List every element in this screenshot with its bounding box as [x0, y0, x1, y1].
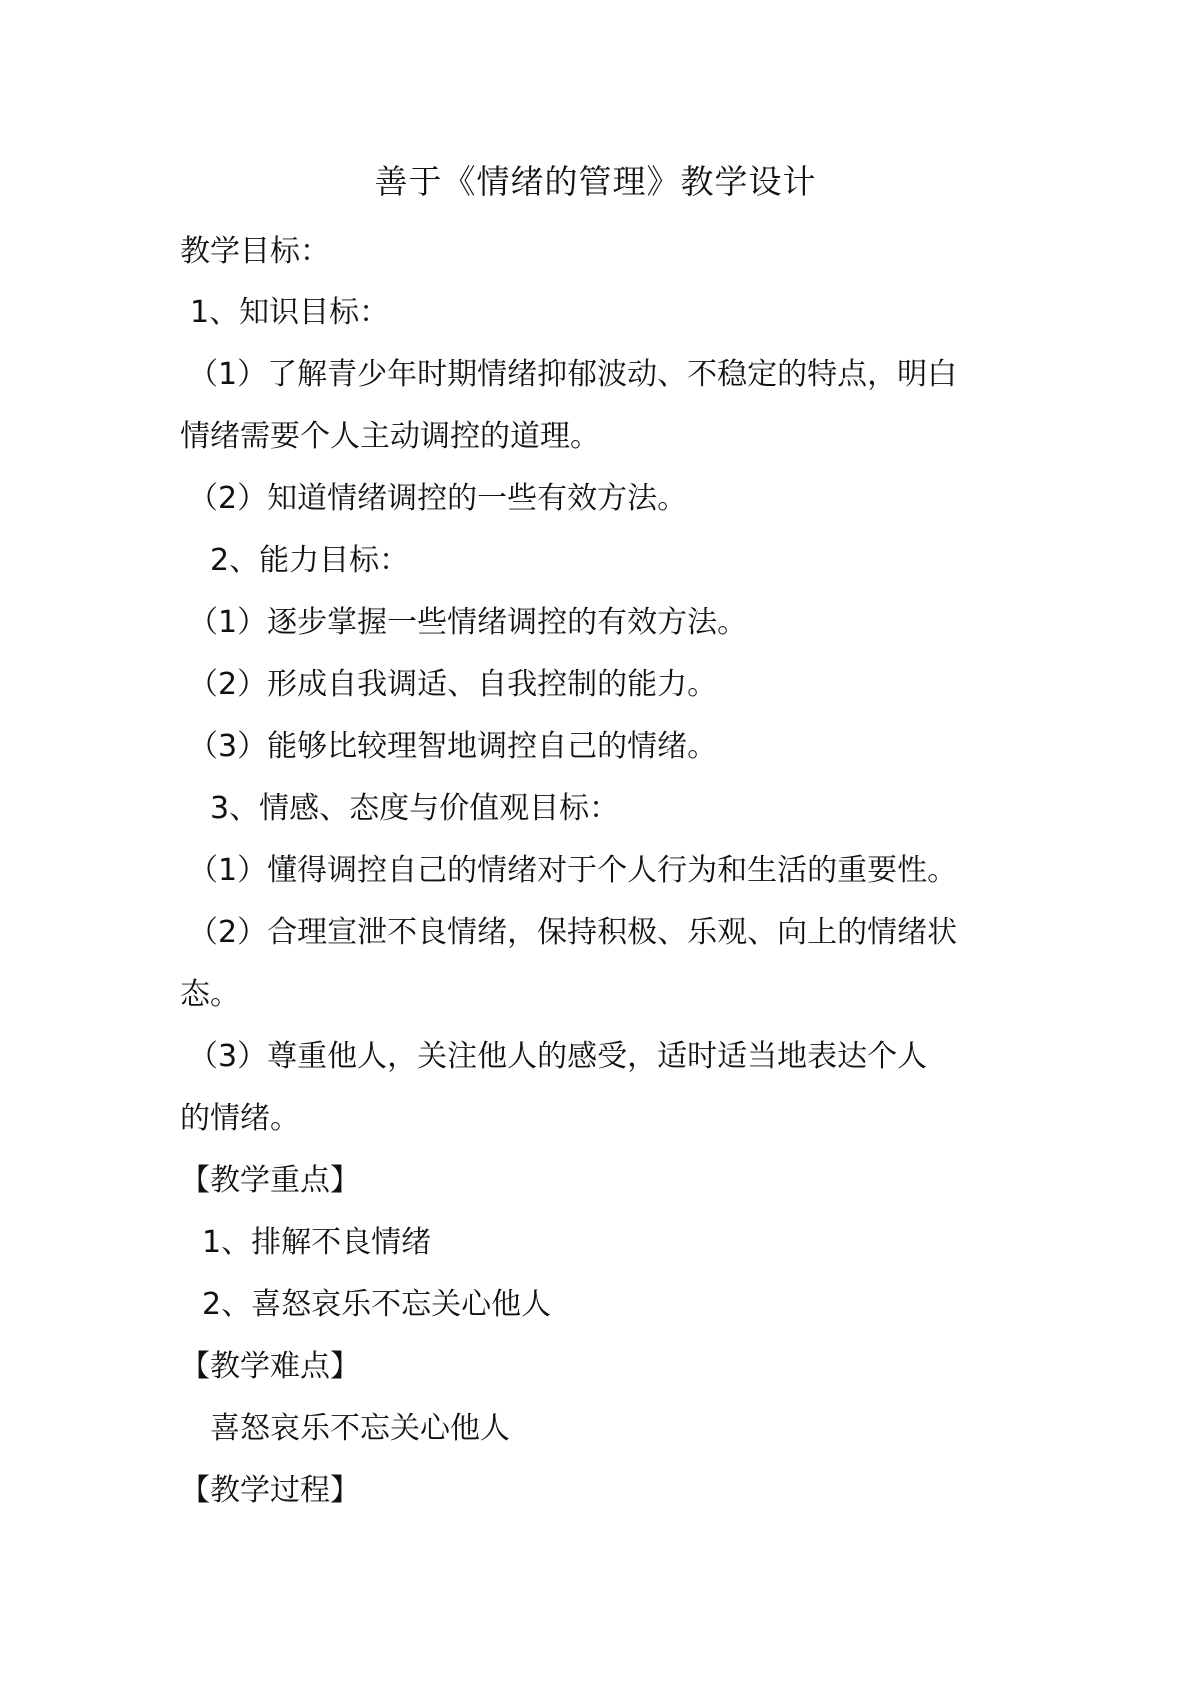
emotion-item-3-line-2: 的情绪。 [180, 1101, 300, 1136]
difficulty-heading: 【教学难点】 [180, 1349, 360, 1384]
document-title: 善于《情绪的管理》教学设计 [374, 162, 817, 201]
ability-item-2: （2）形成自我调适、自我控制的能力。 [188, 667, 718, 702]
difficulty-item-1: 喜怒哀乐不忘关心他人 [210, 1411, 510, 1446]
objectives-heading: 教学目标： [180, 234, 330, 269]
ability-item-3: （3）能够比较理智地调控自己的情绪。 [188, 729, 718, 764]
key-point-2: 2、喜怒哀乐不忘关心他人 [202, 1287, 552, 1322]
emotion-objectives-heading: 3、情感、态度与价值观目标： [210, 791, 620, 826]
emotion-item-2-line-2: 态。 [180, 977, 240, 1012]
knowledge-item-2: （2）知道情绪调控的一些有效方法。 [188, 481, 688, 516]
knowledge-item-1-line-1: （1）了解青少年时期情绪抑郁波动、不稳定的特点，明白 [188, 357, 958, 392]
emotion-item-2-line-1: （2）合理宣泄不良情绪，保持积极、乐观、向上的情绪状 [188, 915, 958, 950]
ability-item-1: （1）逐步掌握一些情绪调控的有效方法。 [188, 605, 748, 640]
knowledge-objectives-heading: 1、知识目标： [190, 295, 390, 330]
knowledge-item-1-line-2: 情绪需要个人主动调控的道理。 [180, 419, 600, 454]
key-points-heading: 【教学重点】 [180, 1163, 360, 1198]
ability-objectives-heading: 2、能力目标： [210, 543, 410, 578]
key-point-1: 1、排解不良情绪 [202, 1225, 432, 1260]
emotion-item-3-line-1: （3）尊重他人，关注他人的感受，适时适当地表达个人 [188, 1039, 928, 1074]
emotion-item-1: （1）懂得调控自己的情绪对于个人行为和生活的重要性。 [188, 853, 958, 888]
process-heading: 【教学过程】 [180, 1473, 360, 1508]
